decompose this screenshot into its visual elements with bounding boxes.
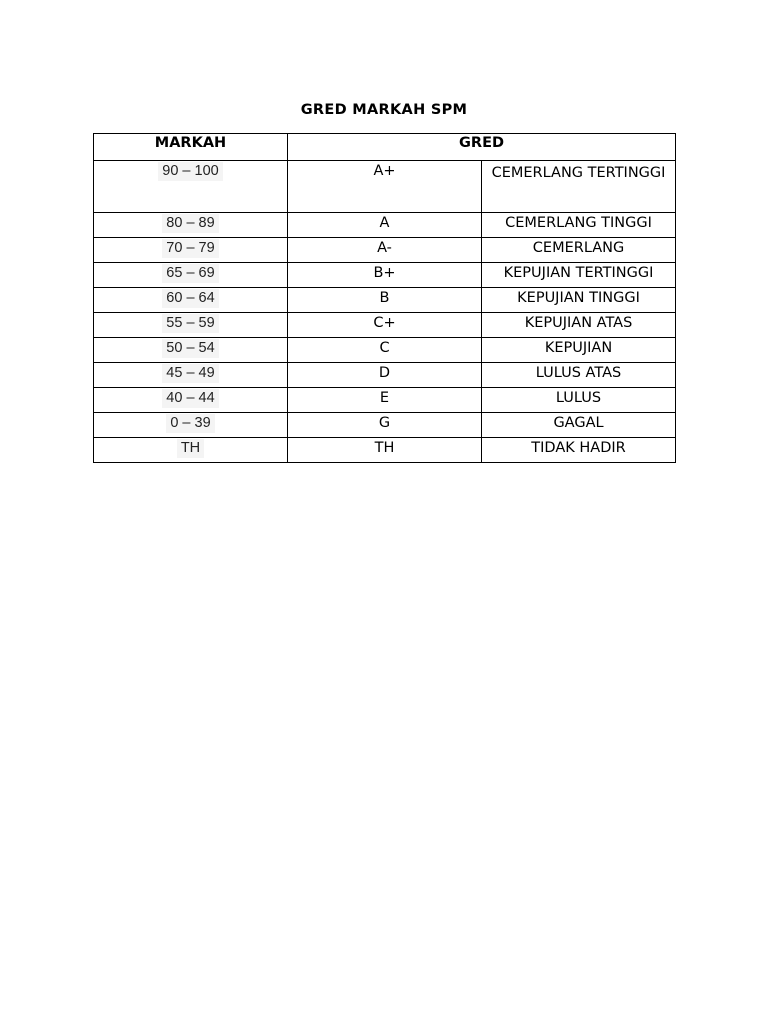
table-row xyxy=(94,288,676,313)
markah-value: 60 – 64 xyxy=(162,289,218,308)
markah-cell xyxy=(94,213,288,238)
table-row xyxy=(94,363,676,388)
table-row xyxy=(94,313,676,338)
markah-value: 40 – 44 xyxy=(162,389,218,408)
table-row xyxy=(94,388,676,413)
table-header-row xyxy=(94,134,676,161)
markah-cell xyxy=(94,438,288,463)
keterangan-cell: LULUS xyxy=(482,388,676,413)
keterangan-cell: CEMERLANG TINGGI xyxy=(482,213,676,238)
page-title: GRED MARKAH SPM xyxy=(300,102,468,118)
gred-cell: TH xyxy=(288,438,482,463)
table-row xyxy=(94,213,676,238)
gred-cell: B xyxy=(288,288,482,313)
markah-value: 45 – 49 xyxy=(162,364,218,383)
markah-cell xyxy=(94,313,288,338)
table-row xyxy=(94,338,676,363)
grade-table xyxy=(93,133,676,463)
gred-cell: A+ xyxy=(288,161,482,213)
markah-value: 55 – 59 xyxy=(162,314,218,333)
gred-cell: A xyxy=(288,213,482,238)
markah-cell xyxy=(94,338,288,363)
markah-value: 90 – 100 xyxy=(158,162,222,181)
gred-cell: B+ xyxy=(288,263,482,288)
gred-cell: C xyxy=(288,338,482,363)
table-row xyxy=(94,413,676,438)
keterangan-cell: TIDAK HADIR xyxy=(482,438,676,463)
markah-value: TH xyxy=(177,439,204,458)
keterangan-cell: KEPUJIAN ATAS xyxy=(482,313,676,338)
keterangan-cell: GAGAL xyxy=(482,413,676,438)
table-row xyxy=(94,238,676,263)
gred-cell: E xyxy=(288,388,482,413)
markah-value: 70 – 79 xyxy=(162,239,218,258)
keterangan-cell: CEMERLANG TERTINGGI xyxy=(482,161,676,213)
keterangan-cell: KEPUJIAN TINGGI xyxy=(482,288,676,313)
markah-value: 0 – 39 xyxy=(166,414,214,433)
gred-cell: A- xyxy=(288,238,482,263)
markah-value: 50 – 54 xyxy=(162,339,218,358)
gred-cell: C+ xyxy=(288,313,482,338)
table-row xyxy=(94,263,676,288)
header-markah: MARKAH xyxy=(94,134,288,161)
markah-cell xyxy=(94,363,288,388)
markah-value: 65 – 69 xyxy=(162,264,218,283)
header-gred: GRED xyxy=(288,134,676,161)
markah-cell xyxy=(94,413,288,438)
markah-value: 80 – 89 xyxy=(162,214,218,233)
markah-cell xyxy=(94,238,288,263)
gred-cell: G xyxy=(288,413,482,438)
keterangan-cell: KEPUJIAN xyxy=(482,338,676,363)
keterangan-cell: CEMERLANG xyxy=(482,238,676,263)
table-row xyxy=(94,161,676,213)
markah-cell xyxy=(94,161,288,213)
keterangan-cell: KEPUJIAN TERTINGGI xyxy=(482,263,676,288)
markah-cell xyxy=(94,288,288,313)
markah-cell xyxy=(94,388,288,413)
markah-cell xyxy=(94,263,288,288)
table-row xyxy=(94,438,676,463)
gred-cell: D xyxy=(288,363,482,388)
keterangan-cell: LULUS ATAS xyxy=(482,363,676,388)
